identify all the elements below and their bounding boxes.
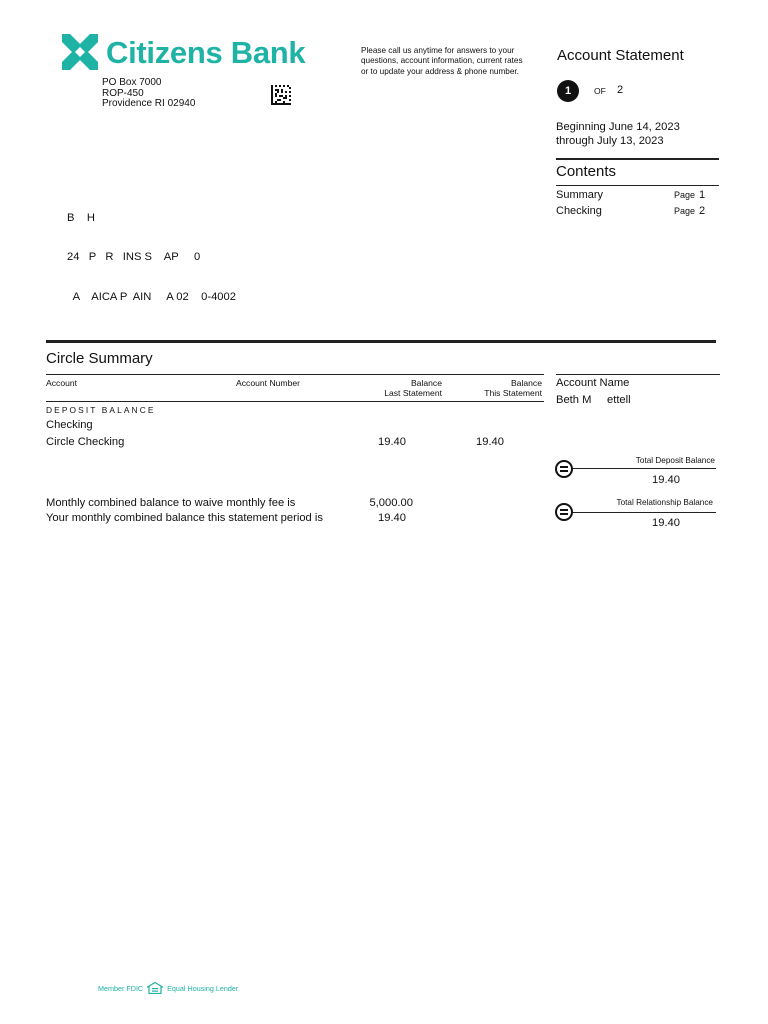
contents-divider <box>556 185 719 186</box>
contact-note-line: Please call us anytime for answers to your <box>361 46 515 55</box>
combined-balance-value: 19.40 <box>378 512 406 524</box>
toc-item-label: Checking <box>556 205 602 217</box>
return-address-line: Providence RI 02940 <box>102 98 196 109</box>
account-name-label: Account Name <box>556 377 630 389</box>
summary-header-bottom-rule <box>46 401 544 402</box>
account-name-rule <box>556 374 720 375</box>
col-header-balance-this: Balance This Statement <box>484 378 542 398</box>
total-relationship-label: Total Relationship Balance <box>616 498 713 507</box>
total-relationship-rule <box>573 512 716 513</box>
row-balance-last: 19.40 <box>378 436 406 448</box>
page-of-label: OF <box>594 86 606 96</box>
total-deposit-value: 19.40 <box>652 474 680 486</box>
account-name-value: Beth M ettell <box>556 394 631 406</box>
col-header-balance-last: Balance Last Statement <box>384 378 442 398</box>
circle-summary-title: Circle Summary <box>46 350 153 367</box>
return-address-line: ROP-450 <box>102 87 144 99</box>
contact-note-line: or to update your address & phone number. <box>361 66 519 76</box>
equal-housing-text: Equal Housing Lender <box>167 983 239 993</box>
mailing-address-line: A AICA P AIN A 02 0-4002 <box>67 291 236 304</box>
equal-housing-icon <box>147 982 163 994</box>
current-page-badge: 1 <box>557 80 579 102</box>
combined-balance-label: Your monthly combined balance this statement period is <box>46 512 323 524</box>
datamatrix-barcode <box>271 85 291 105</box>
statement-title: Account Statement <box>557 47 684 64</box>
col-header-account-number: Account Number <box>236 378 301 388</box>
bank-name: Citizens Bank <box>106 34 306 70</box>
citizens-logo-icon <box>60 32 100 72</box>
mailing-address-line: 24 P R INS S AP 0 <box>67 251 201 264</box>
contact-note-line: questions, account information, current rates <box>361 56 523 66</box>
statement-period <box>556 121 680 148</box>
toc-item-label: Summary <box>556 189 604 201</box>
equals-icon <box>555 503 573 521</box>
waive-fee-label: Monthly combined balance to waive monthly fee is <box>46 497 296 509</box>
total-deposit-rule <box>573 468 716 469</box>
member-fdic-text: Member FDIC <box>98 983 144 993</box>
mailing-address-line: B H <box>67 211 95 224</box>
deposit-balance-caption: DEPOSIT BALANCE <box>46 405 156 415</box>
total-relationship-value: 19.40 <box>652 517 680 529</box>
toc-item-page: Page 1 <box>674 189 706 201</box>
toc-item-page: Page 2 <box>674 205 706 217</box>
period-begin: Beginning June 14, 2023 <box>556 121 680 133</box>
waive-fee-value: 5,000.00 <box>369 497 413 509</box>
mailing-address <box>67 185 236 318</box>
toc-item-checking[interactable] <box>556 205 719 217</box>
col-header-account: Account <box>46 378 78 388</box>
footer <box>98 982 238 994</box>
return-address <box>102 78 195 110</box>
bank-logo <box>60 32 305 72</box>
section-top-rule <box>46 340 716 343</box>
contents-rule <box>556 158 719 160</box>
total-pages: 2 <box>617 84 624 96</box>
group-label-checking: Checking <box>46 419 93 431</box>
period-end: through July 13, 2023 <box>556 134 664 147</box>
equals-icon <box>555 460 573 478</box>
row-balance-this: 19.40 <box>476 436 504 448</box>
contents-title: Contents <box>556 163 617 180</box>
total-deposit-label: Total Deposit Balance <box>635 456 715 465</box>
toc-item-summary[interactable] <box>556 189 719 201</box>
contact-note <box>361 46 541 77</box>
return-address-line: PO Box 7000 <box>102 77 162 88</box>
summary-header-rule <box>46 374 544 375</box>
row-account-name: Circle Checking <box>46 436 125 448</box>
